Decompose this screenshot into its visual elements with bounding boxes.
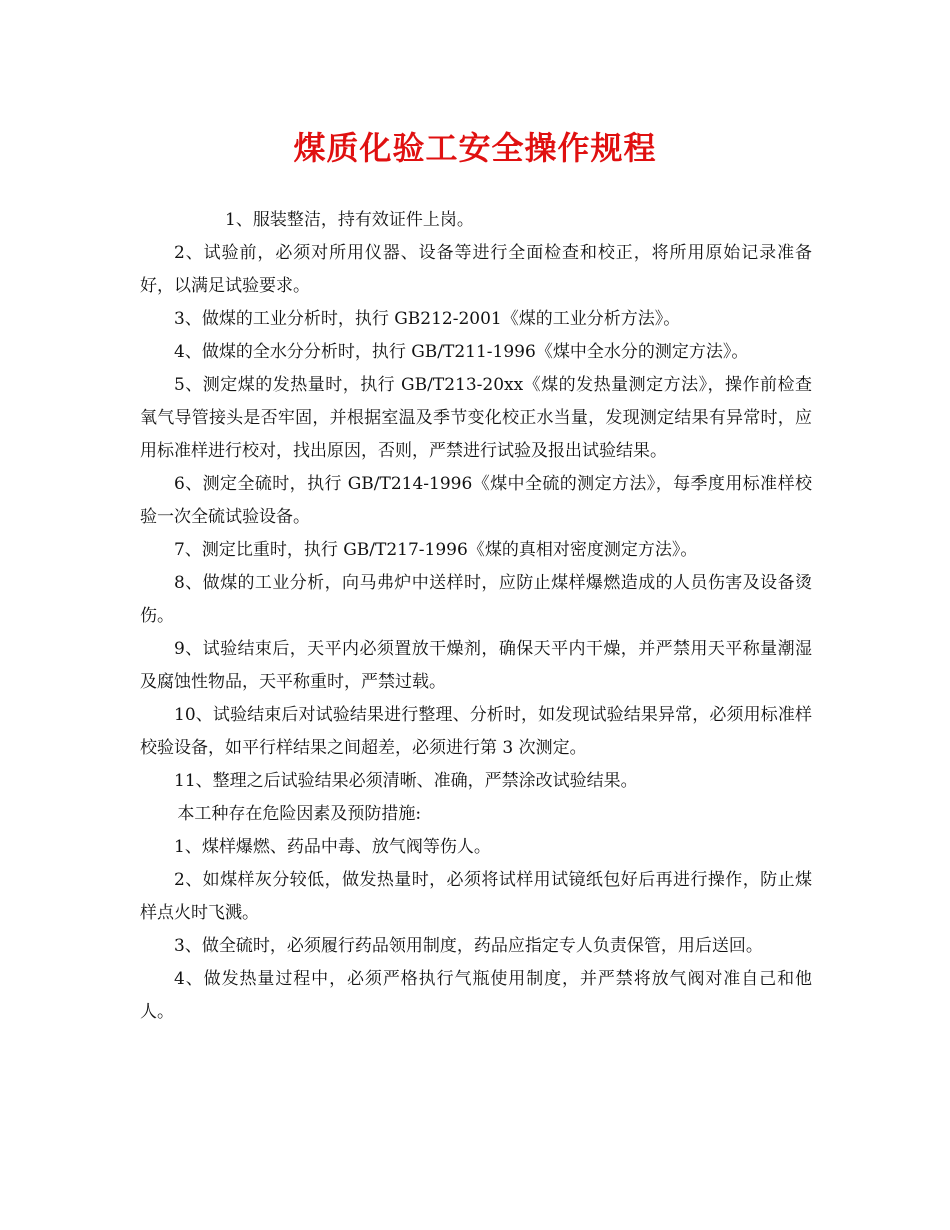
- rule-paragraph-9: 9、试验结束后，天平内必须置放干燥剂，确保天平内干燥，并严禁用天平称量潮湿及腐蚀性物品，天平称重时，严禁过载。: [140, 639, 812, 692]
- hazard-item-3: 3、做全硫时，必须履行药品领用制度，药品应指定专人负责保管，用后送回。: [174, 936, 763, 956]
- hazard-item-2: 2、如煤样灰分较低，做发热量时，必须将试样用试镜纸包好后再进行操作，防止煤样点火时飞溅。: [140, 870, 812, 923]
- rule-paragraph-4: 4、做煤的全水分分析时，执行 GB/T211-1996《煤中全水分的测定方法》。: [174, 342, 749, 362]
- rule-paragraph-5: 5、测定煤的发热量时，执行 GB/T213-20xx《煤的发热量测定方法》，操作前检查氧气导管接头是否牢固，并根据室温及季节变化校正水当量，发现测定结果有异常时，应用标准样进行校对，找出原因，否则，严禁进行试验及报出试验结果。: [140, 375, 812, 461]
- hazard-item-1: 1、煤样爆燃、药品中毒、放气阀等伤人。: [174, 837, 491, 857]
- hazard-item-4: 4、做发热量过程中，必须严格执行气瓶使用制度，并严禁将放气阀对准自己和他人。: [140, 969, 812, 1022]
- rule-paragraph-3: 3、做煤的工业分析时，执行 GB212-2001《煤的工业分析方法》。: [174, 309, 681, 329]
- document-body: [140, 204, 812, 1029]
- hazards-heading: 本工种存在危险因素及预防措施:: [177, 804, 422, 824]
- rule-paragraph-11: 11、整理之后试验结果必须清晰、准确，严禁涂改试验结果。: [174, 771, 638, 791]
- rule-paragraph-6: 6、测定全硫时，执行 GB/T214-1996《煤中全硫的测定方法》，每季度用标准样校验一次全硫试验设备。: [140, 474, 812, 527]
- rule-paragraph-2: 2、试验前，必须对所用仪器、设备等进行全面检查和校正，将所用原始记录准备好，以满足试验要求。: [140, 243, 812, 296]
- rule-paragraph-7: 7、测定比重时，执行 GB/T217-1996《煤的真相对密度测定方法》。: [174, 540, 698, 560]
- document-title: 煤质化验工安全操作规程: [293, 129, 657, 167]
- rule-paragraph-8: 8、做煤的工业分析，向马弗炉中送样时，应防止煤样爆燃造成的人员伤害及设备烫伤。: [140, 573, 812, 626]
- rule-paragraph-10: 10、试验结束后对试验结果进行整理、分析时，如发现试验结果异常，必须用标准样校验设备，如平行样结果之间超差，必须进行第 3 次测定。: [140, 705, 812, 758]
- rule-paragraph-1: 1、服装整洁，持有效证件上岗。: [225, 210, 474, 230]
